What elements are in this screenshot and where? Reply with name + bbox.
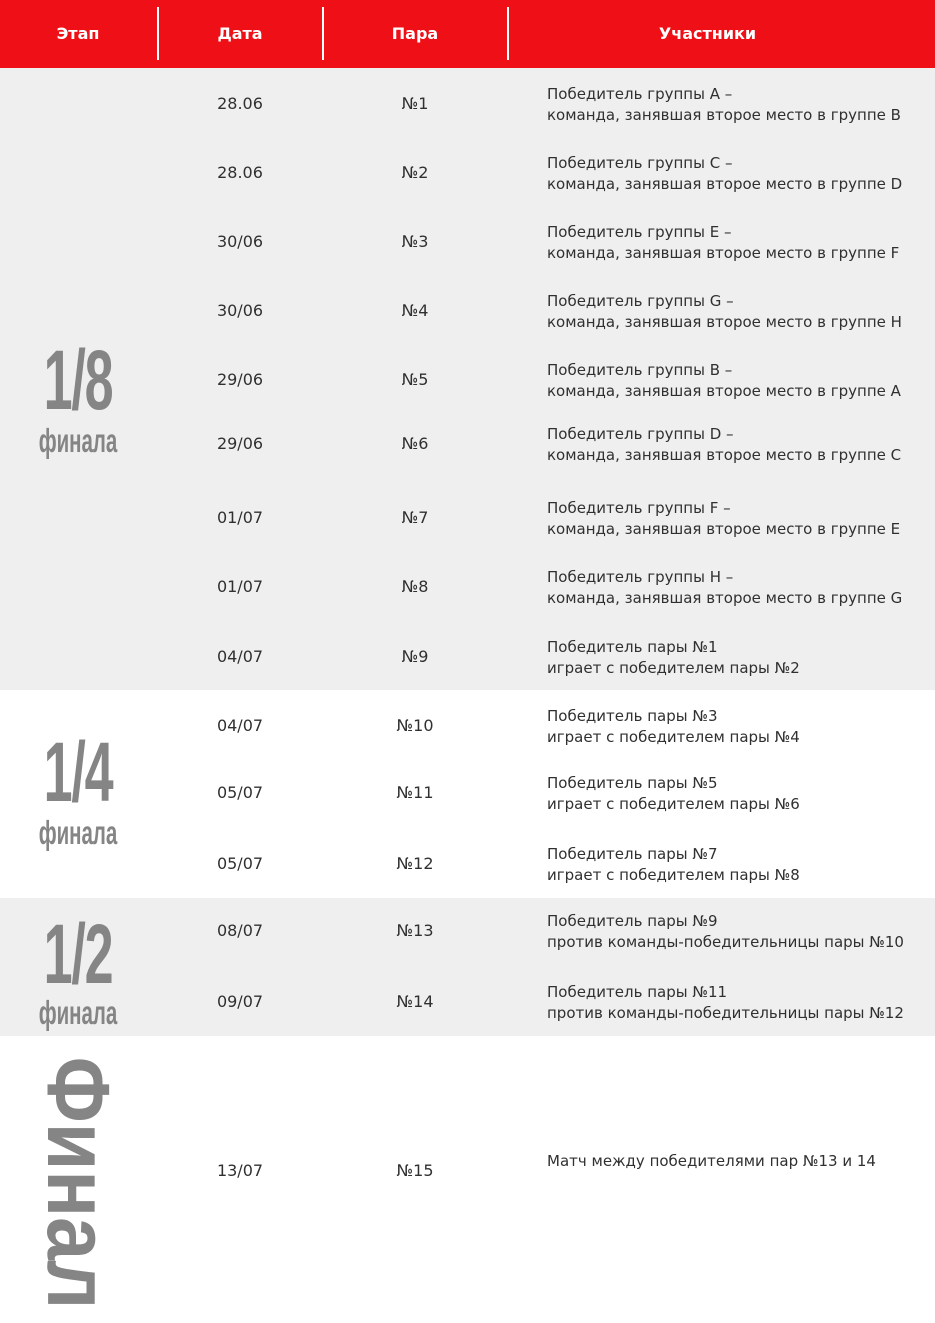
row-pair: №11 — [396, 783, 434, 802]
participants-line-1: Победитель пары №1 — [547, 638, 718, 656]
participants-line-1: Победитель группы F – — [547, 499, 731, 517]
row-participants — [547, 360, 932, 402]
row-pair: №2 — [401, 163, 429, 182]
row-participants — [547, 706, 932, 748]
participants-line-2: команда, занявшая второе место в группе B — [547, 106, 901, 124]
row-date: 05/07 — [216, 854, 264, 873]
row-participants — [547, 222, 932, 264]
row-pair: №6 — [401, 434, 429, 453]
participants-line-2: команда, занявшая второе место в группе E — [547, 520, 901, 538]
participants-line-1: Победитель группы C – — [547, 154, 733, 172]
participants-line-1: Победитель пары №9 — [547, 912, 718, 930]
participants-line-1: Победитель группы H – — [547, 568, 734, 586]
stage-quarter-final-sublabel: финала — [38, 814, 118, 851]
row-pair: №10 — [396, 716, 434, 735]
row-participants — [547, 1151, 932, 1172]
participants-line-1: Победитель группы G – — [547, 292, 734, 310]
stage-semi-final-label: 1/2 — [43, 907, 113, 1001]
row-pair: №7 — [401, 508, 429, 527]
header-date: Дата — [217, 24, 263, 43]
row-participants — [547, 498, 932, 540]
row-pair: №8 — [401, 577, 429, 596]
participants-line-2: играет с победителем пары №8 — [547, 866, 800, 884]
participants-line-2: играет с победителем пары №4 — [547, 728, 800, 746]
participants-line-1: Победитель группы D – — [547, 425, 734, 443]
stage-final-label: Финал — [29, 1056, 128, 1310]
row-date: 01/07 — [216, 508, 264, 527]
row-participants — [547, 844, 932, 886]
row-participants — [547, 153, 932, 195]
row-pair: №9 — [401, 647, 429, 666]
row-pair: №5 — [401, 370, 429, 389]
participants-line-1: Победитель пары №7 — [547, 845, 718, 863]
row-pair: №3 — [401, 232, 429, 251]
row-participants — [547, 911, 932, 953]
row-participants — [547, 567, 932, 609]
participants-line-1: Победитель группы A – — [547, 85, 733, 103]
header-divider — [322, 7, 324, 60]
stage-round-of-16-label: 1/8 — [43, 333, 113, 427]
header-participants: Участники — [658, 24, 757, 43]
participants-line-2: команда, занявшая второе место в группе G — [547, 589, 903, 607]
row-participants — [547, 637, 932, 679]
row-date: 08/07 — [216, 921, 264, 940]
participants-line-2: команда, занявшая второе место в группе C — [547, 446, 902, 464]
header-divider — [507, 7, 509, 60]
participants-line-2: играет с победителем пары №6 — [547, 795, 800, 813]
header-divider — [157, 7, 159, 60]
row-participants — [547, 424, 932, 466]
participants-line-1: Победитель пары №5 — [547, 774, 718, 792]
row-date: 04/07 — [216, 647, 264, 666]
participants-line-1: Победитель пары №3 — [547, 707, 718, 725]
row-pair: №12 — [396, 854, 434, 873]
participants-line-2: против команды-победительницы пары №10 — [547, 933, 904, 951]
participants-line-1: Победитель группы B – — [547, 361, 733, 379]
row-participants — [547, 84, 932, 126]
row-pair: №1 — [401, 94, 429, 113]
row-pair: №13 — [396, 921, 434, 940]
participants-line-2: команда, занявшая второе место в группе D — [547, 175, 903, 193]
participants-line-2: против команды-победительницы пары №12 — [547, 1004, 904, 1022]
participants-line-1: Победитель пары №11 — [547, 983, 728, 1001]
row-date: 05/07 — [216, 783, 264, 802]
row-date: 09/07 — [216, 992, 264, 1011]
row-date: 13/07 — [216, 1161, 264, 1180]
participants-line-2: команда, занявшая второе место в группе H — [547, 313, 902, 331]
participants-line-1: Матч между победителями пар №13 и 14 — [547, 1152, 876, 1170]
row-date: 01/07 — [216, 577, 264, 596]
stage-semi-final-sublabel: финала — [38, 994, 118, 1031]
row-date: 30/06 — [216, 232, 264, 251]
stage-round-of-16-sublabel: финала — [38, 422, 118, 459]
row-date: 29/06 — [216, 370, 264, 389]
row-participants — [547, 291, 932, 333]
header-stage: Этап — [56, 24, 100, 43]
table-header — [0, 0, 935, 68]
row-pair: №4 — [401, 301, 429, 320]
participants-line-2: команда, занявшая второе место в группе F — [547, 244, 900, 262]
row-date: 04/07 — [216, 716, 264, 735]
participants-line-2: команда, занявшая второе место в группе A — [547, 382, 901, 400]
row-pair: №15 — [396, 1161, 434, 1180]
row-date: 30/06 — [216, 301, 264, 320]
header-pair: Пара — [391, 24, 439, 43]
row-participants — [547, 982, 932, 1024]
row-date: 28.06 — [217, 94, 263, 113]
row-date: 28.06 — [217, 163, 263, 182]
stage-quarter-final-label: 1/4 — [43, 725, 113, 819]
row-participants — [547, 773, 932, 815]
row-date: 29/06 — [216, 434, 264, 453]
participants-line-2: играет с победителем пары №2 — [547, 659, 800, 677]
row-pair: №14 — [396, 992, 434, 1011]
participants-line-1: Победитель группы E – — [547, 223, 732, 241]
